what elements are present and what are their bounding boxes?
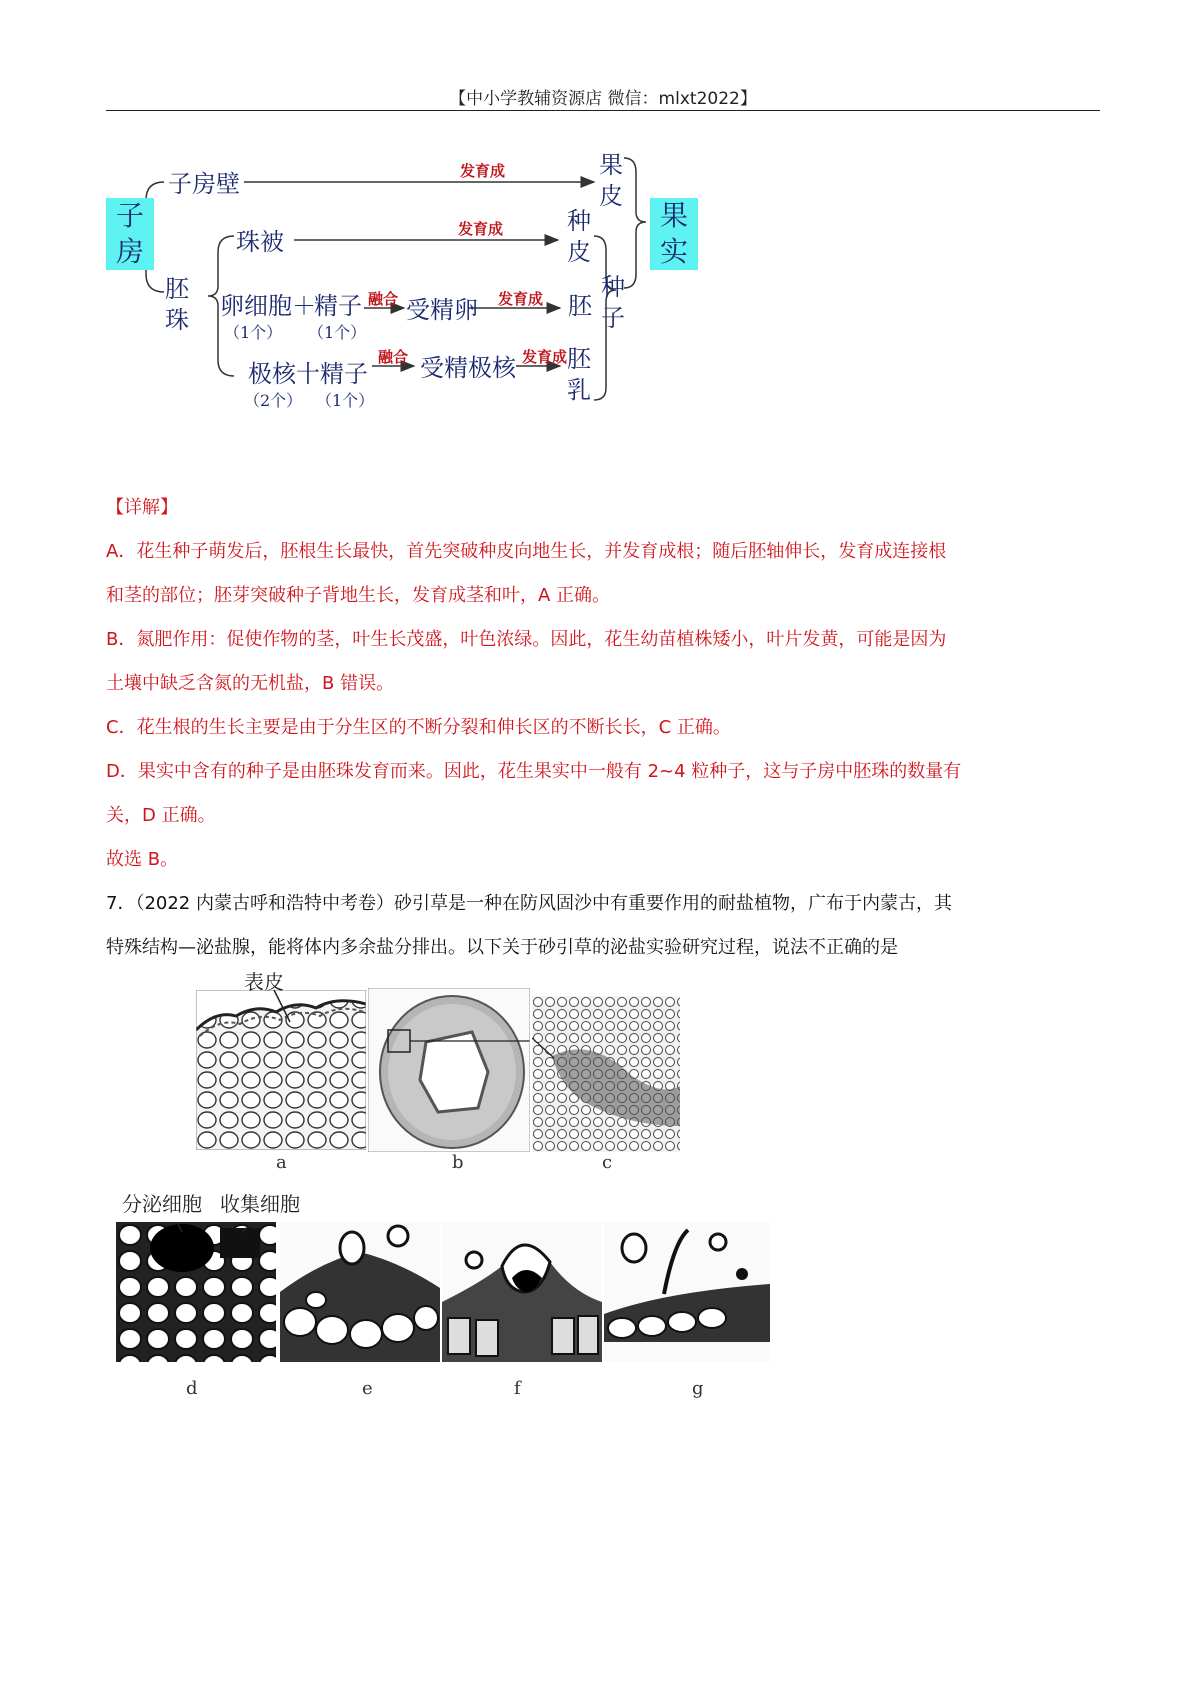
- panel-label-d: d: [186, 1378, 198, 1399]
- endosperm-label: 胚乳: [567, 345, 591, 404]
- ovary-box: 子房: [106, 198, 154, 270]
- question-7-line-1: 7．（2022 内蒙古呼和浩特中考卷）砂引草是一种在防风固沙中有重要作用的耐盐植物，广布于内蒙古，其: [106, 893, 952, 914]
- ovary-to-fruit-diagram: [106, 150, 766, 450]
- epidermis-callout: 表皮: [244, 970, 284, 994]
- question-7-line-2: 特殊结构—泌盐腺，能将体内多余盐分排出。以下关于砂引草的泌盐实验研究过程，说法不正确的是: [106, 937, 898, 958]
- page-header: 【中小学教辅资源店 微信：mlxt2022】: [449, 89, 757, 109]
- panel-label-f: f: [514, 1378, 521, 1399]
- sperm-count-2: （1个）: [316, 391, 375, 410]
- micrograph-d: [116, 1222, 276, 1362]
- embryo-label: 胚: [568, 292, 592, 320]
- micrograph-f: [442, 1222, 602, 1362]
- option-d-line-1: D．果实中含有的种子是由胚珠发育而来。因此，花生果实中一般有 2~4 粒种子，这与子房中胚珠的数量有: [106, 761, 962, 782]
- option-c-line-1: C．花生根的生长主要是由于分生区的不断分裂和伸长区的不断长长，C 正确。: [106, 717, 731, 738]
- egg-cell-label: 卵细胞: [220, 292, 292, 320]
- option-a-line-1: A．花生种子萌发后，胚根生长最快，首先突破种皮向地生长，并发育成根；随后胚轴伸长，发育成连接根: [106, 541, 947, 562]
- panel-label-b: b: [452, 1152, 464, 1173]
- micrograph-g: [604, 1222, 770, 1362]
- fuse-label-1: 融合: [368, 290, 399, 308]
- ovule-label: 胚珠: [165, 275, 189, 334]
- fruit-box: 果实: [650, 198, 698, 270]
- develop-label-1: 发育成: [460, 162, 506, 180]
- micrograph-c: [532, 996, 680, 1152]
- secretory-cell-callout: 分泌细胞: [122, 1192, 202, 1216]
- plus-sign-1: ＋: [292, 292, 316, 320]
- sperm-label-1: 精子: [314, 292, 362, 320]
- sperm-count-1: （1个）: [308, 323, 367, 342]
- option-d-line-2: 关，D 正确。: [106, 805, 216, 826]
- panel-label-e: e: [362, 1378, 373, 1399]
- seed-coat-label: 种皮: [567, 207, 591, 266]
- fertilized-egg-label: 受精卵: [406, 296, 478, 324]
- option-b-line-1: B．氮肥作用：促使作物的茎，叶生长茂盛，叶色浓绿。因此，花生幼苗植株矮小，叶片发黄，可能是因为: [106, 629, 947, 650]
- develop-label-4: 发育成: [522, 348, 568, 366]
- polar-count: （2个）: [244, 391, 303, 410]
- ovary-wall-label: 子房壁: [168, 170, 240, 198]
- plus-sign-2: 十: [296, 360, 320, 388]
- polar-nuclei-label: 极核: [248, 360, 296, 388]
- develop-label-2: 发育成: [458, 220, 504, 238]
- pericarp-label: 果皮: [599, 151, 623, 210]
- integument-label: 珠被: [236, 228, 284, 256]
- fertilized-polar-label: 受精极核: [420, 354, 516, 382]
- develop-label-3: 发育成: [498, 290, 544, 308]
- option-b-line-2: 土壤中缺乏含氮的无机盐，B 错误。: [106, 673, 395, 694]
- panel-label-a: a: [276, 1152, 287, 1173]
- option-a-line-2: 和茎的部位；胚芽突破种子背地生长，发育成茎和叶，A 正确。: [106, 585, 611, 606]
- fuse-label-2: 融合: [378, 348, 409, 366]
- sperm-label-2: 精子: [320, 360, 368, 388]
- collecting-cell-callout: 收集细胞: [220, 1192, 300, 1216]
- detail-heading: 【详解】: [106, 497, 178, 518]
- header-rule: [106, 110, 1100, 111]
- panel-label-g: g: [692, 1378, 704, 1399]
- micrograph-b: [368, 988, 530, 1152]
- egg-count: （1个）: [224, 323, 283, 342]
- seed-label: 种子: [601, 273, 625, 332]
- answer-line: 故选 B。: [106, 849, 179, 870]
- panel-label-c: c: [602, 1152, 613, 1173]
- micrograph-e: [280, 1222, 440, 1362]
- epidermis-pointer: [270, 988, 310, 1028]
